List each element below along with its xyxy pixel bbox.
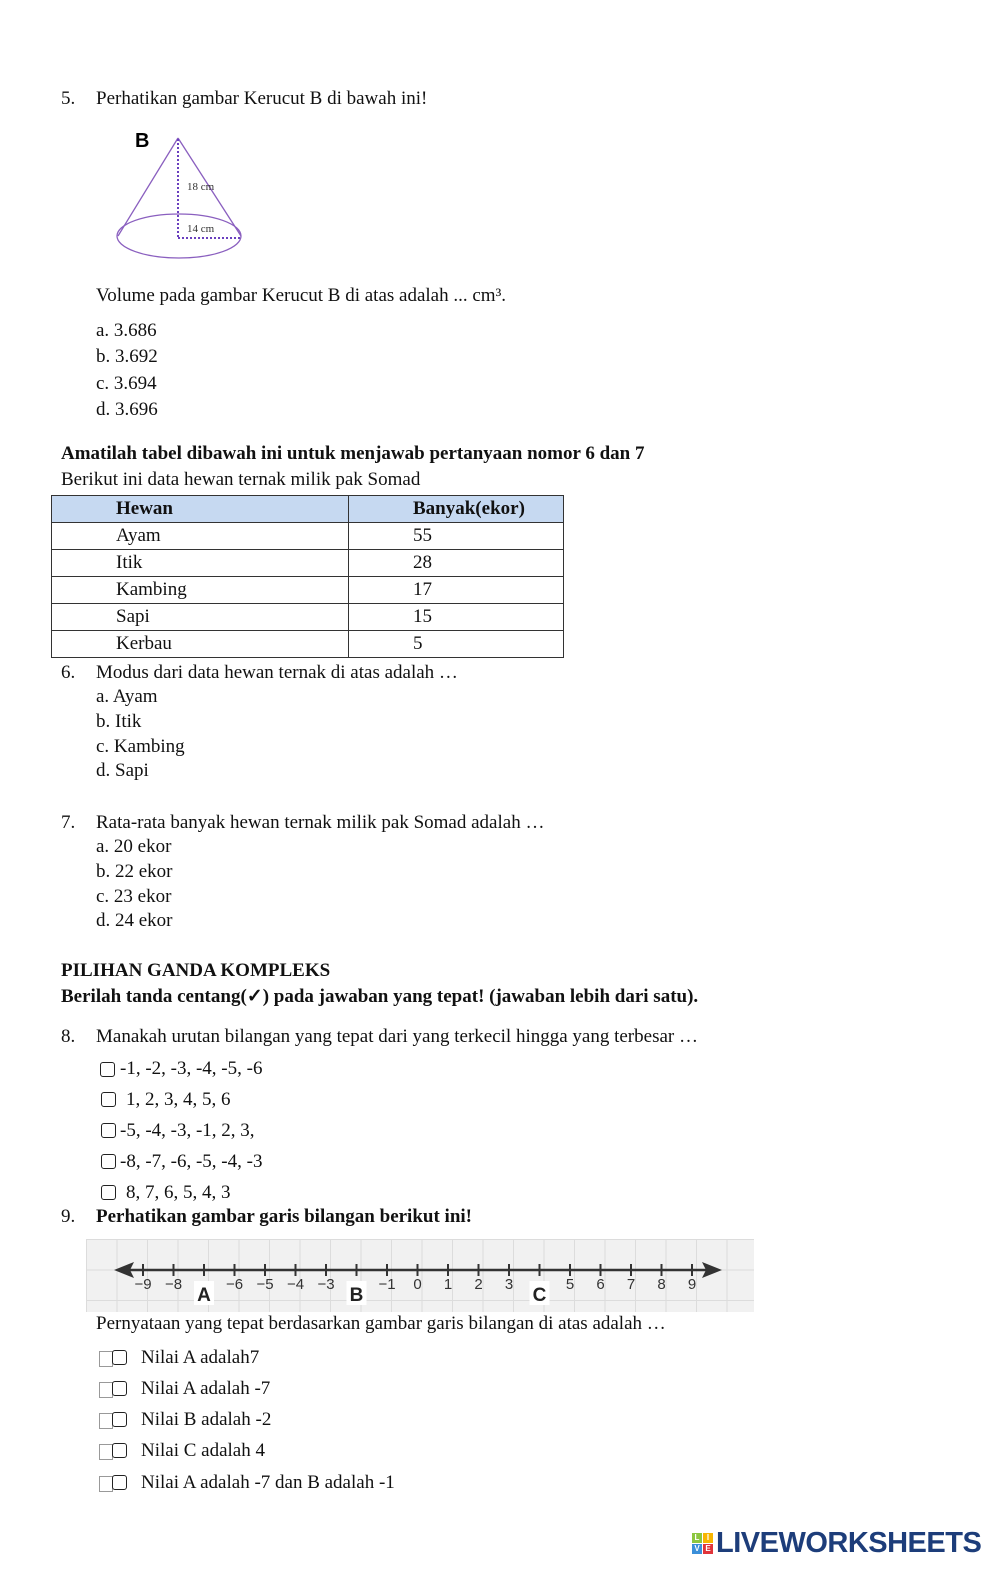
q8-option-1: -1, -2, -3, -4, -5, -6 — [120, 1058, 263, 1079]
point-label-B: B — [349, 1285, 364, 1306]
q5-number: 5. — [61, 88, 76, 109]
q9-checkbox-outline — [99, 1444, 113, 1460]
tick-label: −9 — [134, 1276, 152, 1293]
table-row — [52, 631, 564, 658]
q9-number: 9. — [61, 1206, 76, 1227]
q8-number: 8. — [61, 1026, 76, 1047]
tick-label: 6 — [596, 1276, 605, 1293]
q7-text: Rata-rata banyak hewan ternak milik pak Somad adalah … — [96, 812, 545, 833]
q9-checkbox-4[interactable] — [112, 1443, 127, 1458]
tick-label: 5 — [565, 1276, 575, 1293]
q9-checkbox-outline — [99, 1476, 113, 1492]
q9-text: Perhatikan gambar garis bilangan berikut ini! — [96, 1206, 473, 1227]
q5-option-c[interactable]: c. 3.694 — [96, 373, 157, 394]
q6-number: 6. — [61, 662, 76, 683]
cell: 55 — [349, 523, 564, 550]
logo-tiles-icon: L I V E — [692, 1533, 713, 1554]
q8-option-4: -8, -7, -6, -5, -4, -3 — [120, 1151, 263, 1172]
q5-option-d[interactable]: d. 3.696 — [96, 399, 158, 420]
tick-label: −6 — [225, 1276, 244, 1293]
q8-option-5: 8, 7, 6, 5, 4, 3 — [126, 1182, 231, 1203]
q9-checkbox-1[interactable] — [112, 1350, 127, 1365]
cell: 17 — [349, 577, 564, 604]
q7-option-a[interactable]: a. 20 ekor — [96, 836, 172, 857]
liveworksheets-logo — [692, 1527, 981, 1560]
tick-label: 7 — [626, 1276, 636, 1293]
q7-option-c[interactable]: c. 23 ekor — [96, 886, 172, 907]
tick-label: 3 — [504, 1276, 514, 1293]
cone-radius-label: 14 cm — [187, 223, 215, 235]
q6-option-d[interactable]: d. Sapi — [96, 760, 149, 781]
q9-checkbox-5[interactable] — [112, 1475, 127, 1490]
table-caption: Berikut ini data hewan ternak milik pak Somad — [61, 469, 421, 490]
tick-label: −8 — [164, 1276, 183, 1293]
q5-option-b[interactable]: b. 3.692 — [96, 346, 158, 367]
table-row — [52, 604, 564, 631]
table-row — [52, 577, 564, 604]
q6-text: Modus dari data hewan ternak di atas adalah … — [96, 662, 458, 683]
q9-option-3: Nilai B adalah -2 — [141, 1409, 272, 1430]
tick-label: −1 — [378, 1276, 396, 1293]
cell: Sapi — [52, 604, 349, 631]
q9-checkbox-outline — [99, 1351, 113, 1367]
point-label-A: A — [197, 1285, 211, 1306]
q8-checkbox-1[interactable] — [100, 1062, 115, 1077]
q9-checkbox-2[interactable] — [112, 1381, 127, 1396]
q8-option-3: -5, -4, -3, -1, 2, 3, — [120, 1120, 255, 1141]
q6-option-c[interactable]: c. Kambing — [96, 736, 185, 757]
section-instruction: Berilah tanda centang(✓) pada jawaban yang tepat! (jawaban lebih dari satu). — [61, 986, 699, 1007]
cell: Ayam — [52, 523, 349, 550]
section-title: PILIHAN GANDA KOMPLEKS — [61, 960, 331, 981]
tick-label: −5 — [256, 1276, 274, 1293]
q8-checkbox-3[interactable] — [101, 1123, 116, 1138]
q9-option-4: Nilai C adalah 4 — [141, 1440, 265, 1461]
q9-question: Pernyataan yang tepat berdasarkan gambar garis bilangan di atas adalah … — [96, 1313, 666, 1334]
q8-text: Manakah urutan bilangan yang tepat dari yang terkecil hingga yang terbesar … — [96, 1026, 698, 1047]
cell: 5 — [349, 631, 564, 658]
logo-text: LIVEWORKSHEETS — [716, 1527, 982, 1559]
header-banyak: Banyak(ekor) — [349, 496, 564, 523]
table-row — [52, 523, 564, 550]
q9-option-5: Nilai A adalah -7 dan B adalah -1 — [141, 1472, 395, 1493]
q9-option-2: Nilai A adalah -7 — [141, 1378, 271, 1399]
table-heading: Amatilah tabel dibawah ini untuk menjawab pertanyaan nomor 6 dan 7 — [61, 443, 645, 464]
q5-text: Perhatikan gambar Kerucut B di bawah ini! — [96, 88, 428, 109]
q6-option-a[interactable]: a. Ayam — [96, 686, 158, 707]
tick-label: 8 — [657, 1276, 666, 1293]
point-label-C: C — [532, 1285, 547, 1306]
header-hewan: Hewan — [52, 496, 349, 523]
q9-checkbox-3[interactable] — [112, 1412, 127, 1427]
q8-option-2: 1, 2, 3, 4, 5, 6 — [126, 1089, 231, 1110]
cone-figure — [110, 125, 250, 265]
cell: Itik — [52, 550, 349, 577]
table-row — [52, 550, 564, 577]
cone-height-label: 18 cm — [187, 181, 215, 193]
cell: Kerbau — [52, 631, 349, 658]
cell: Kambing — [52, 577, 349, 604]
number-line-figure — [86, 1239, 754, 1312]
livestock-table — [51, 495, 564, 658]
q9-checkbox-outline — [99, 1413, 113, 1429]
q9-option-1: Nilai A adalah7 — [141, 1347, 260, 1368]
q8-checkbox-5[interactable] — [101, 1185, 116, 1200]
tick-label: −3 — [317, 1276, 335, 1293]
q7-option-d[interactable]: d. 24 ekor — [96, 910, 173, 931]
q7-number: 7. — [61, 812, 76, 833]
q9-checkbox-outline — [99, 1382, 113, 1398]
q5-option-a[interactable]: a. 3.686 — [96, 320, 157, 341]
cell: 28 — [349, 550, 564, 577]
q6-option-b[interactable]: b. Itik — [96, 711, 142, 732]
tick-label: 1 — [443, 1276, 453, 1293]
tick-label: 2 — [474, 1276, 483, 1293]
cell: 15 — [349, 604, 564, 631]
tick-label: 9 — [687, 1276, 697, 1293]
cone-label: B — [135, 130, 150, 152]
tick-label: 0 — [413, 1276, 422, 1293]
tick-label: −4 — [286, 1276, 305, 1293]
q8-checkbox-2[interactable] — [101, 1092, 116, 1107]
q8-checkbox-4[interactable] — [101, 1154, 116, 1169]
q7-option-b[interactable]: b. 22 ekor — [96, 861, 173, 882]
q5-question: Volume pada gambar Kerucut B di atas adalah ... cm³. — [96, 285, 507, 306]
